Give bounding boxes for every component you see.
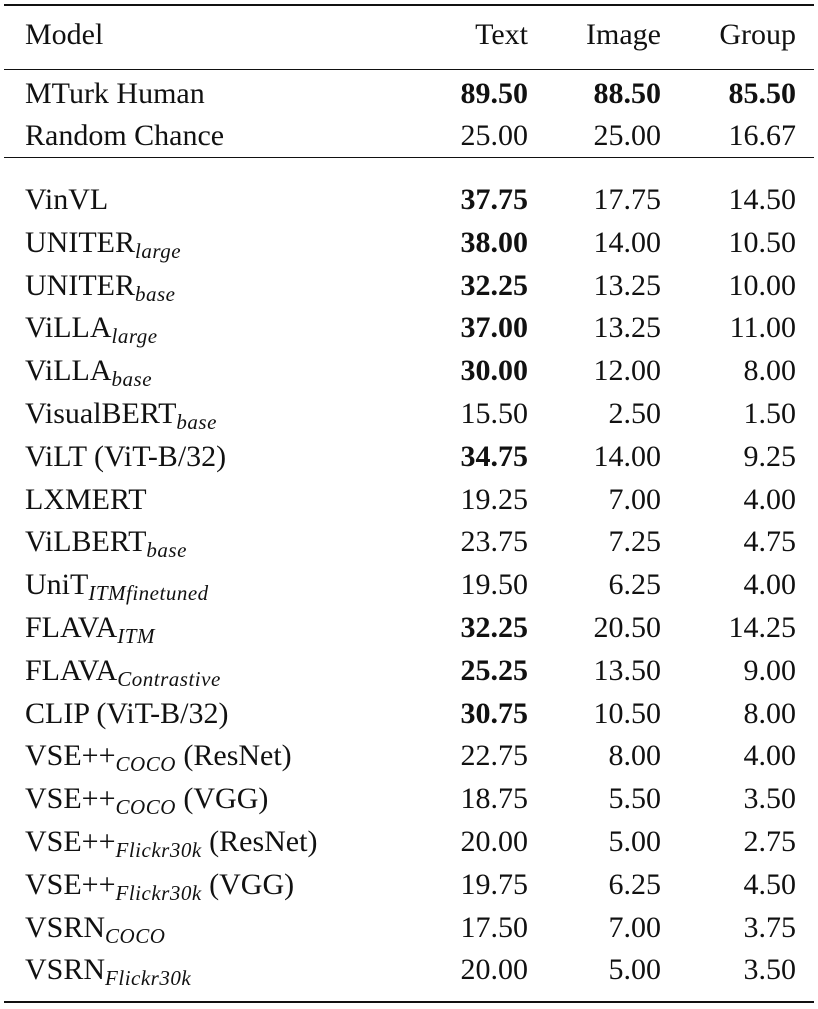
model-name: $VSE++_{COCO}$ (VGG)	[25, 782, 269, 820]
group-score: 16.67	[728, 119, 796, 152]
model-name: Random Chance	[25, 119, 225, 152]
text-score: 32.25	[460, 268, 528, 302]
group-score: 8.00	[743, 354, 796, 388]
text-score: 38.00	[460, 225, 528, 259]
text-score: 19.50	[460, 568, 528, 602]
table-row	[4, 521, 814, 563]
model-name: ViLT (ViT-B/32)	[25, 439, 227, 473]
text-score: 37.75	[460, 183, 528, 216]
model-name: ViLLA$_{base}$	[25, 354, 153, 392]
image-score: 6.25	[608, 568, 661, 602]
model-name: UniT$_{ITMfinetuned}$	[25, 568, 209, 606]
model-name: $VSRN_{Flickr30k}$	[25, 953, 192, 991]
text-score: 20.00	[460, 953, 528, 987]
group-score: 4.50	[743, 867, 796, 901]
image-score: 7.25	[608, 525, 661, 559]
table-row	[4, 735, 814, 777]
header-group: Group	[719, 18, 796, 51]
text-score: 22.75	[460, 739, 528, 773]
table-row	[4, 436, 814, 478]
group-score: 3.75	[743, 910, 796, 944]
model-name: $VSE++_{Flickr30k}$ (ResNet)	[25, 825, 318, 862]
table-row	[4, 864, 814, 906]
text-score: 25.25	[460, 653, 528, 687]
group-score: 14.25	[728, 611, 796, 644]
table-row	[4, 265, 814, 307]
text-score: 37.00	[460, 311, 528, 345]
model-name: $UNITER_{base}$	[25, 268, 176, 306]
model-name: $FLAVA_{ITM}$	[25, 611, 155, 648]
table-row	[4, 73, 814, 115]
group-score: 4.75	[743, 525, 796, 559]
text-score: 15.50	[460, 397, 528, 430]
text-score: 19.25	[460, 482, 528, 516]
model-name: MTurk Human	[25, 77, 205, 110]
group-score: 10.50	[728, 225, 796, 259]
table-row	[4, 607, 814, 649]
image-score: 5.00	[608, 825, 661, 858]
text-score: 17.50	[460, 910, 528, 944]
image-score: 20.50	[593, 611, 661, 644]
group-score: 3.50	[743, 782, 796, 816]
top-rule	[4, 4, 814, 6]
group-score: 2.75	[743, 825, 796, 858]
table-row	[4, 821, 814, 863]
image-score: 8.00	[608, 739, 661, 773]
image-score: 13.25	[593, 311, 661, 345]
group-score: 4.00	[743, 568, 796, 602]
group-score: 9.00	[743, 653, 796, 687]
model-name: $VSRN_{COCO}$	[25, 910, 166, 948]
text-score: 30.00	[460, 354, 528, 388]
model-name: $FLAVA_{Contrastive}$	[25, 653, 221, 691]
text-score: 30.75	[460, 696, 528, 730]
image-score: 2.50	[608, 397, 661, 430]
image-score: 13.50	[593, 653, 661, 687]
table-row	[4, 350, 814, 392]
text-score: 19.75	[460, 867, 528, 901]
group-score: 10.00	[728, 268, 796, 302]
header-rule	[4, 69, 814, 70]
table-row	[4, 907, 814, 949]
table-row	[4, 564, 814, 606]
table-row	[4, 479, 814, 521]
image-score: 17.75	[593, 183, 661, 216]
text-score: 89.50	[460, 77, 528, 110]
table-row	[4, 179, 814, 221]
baseline-rule	[4, 157, 814, 158]
group-score: 14.50	[728, 183, 796, 216]
model-name: LXMERT	[25, 482, 147, 516]
image-score: 13.25	[593, 268, 661, 302]
image-score: 7.00	[608, 910, 661, 944]
model-name: $VSE++_{COCO}$ (ResNet)	[25, 739, 292, 777]
image-score: 25.00	[593, 119, 661, 152]
table-row	[4, 949, 814, 991]
model-name: ViLBERT$_{base}$	[25, 525, 187, 563]
model-name: CLIP (ViT-B/32)	[25, 696, 229, 730]
group-score: 4.00	[743, 739, 796, 773]
model-name: $UNITER_{large}$	[25, 225, 182, 263]
group-score: 11.00	[729, 311, 796, 345]
bottom-rule	[4, 1001, 814, 1003]
group-score: 4.00	[743, 482, 796, 516]
group-score: 9.25	[743, 439, 796, 473]
group-score: 1.50	[743, 397, 796, 430]
text-score: 23.75	[460, 525, 528, 559]
model-name: ViLLA$_{large}$	[25, 311, 158, 349]
image-score: 5.50	[608, 782, 661, 816]
group-score: 8.00	[743, 696, 796, 730]
table-row	[4, 778, 814, 820]
header-model: Model	[25, 18, 104, 51]
header-text: Text	[475, 18, 528, 51]
header-row	[4, 14, 814, 56]
table-row	[4, 693, 814, 735]
image-score: 6.25	[608, 867, 661, 901]
image-score: 5.00	[608, 953, 661, 987]
image-score: 12.00	[593, 354, 661, 388]
text-score: 20.00	[460, 825, 528, 858]
model-name: $VSE++_{Flickr30k}$ (VGG)	[25, 867, 295, 905]
group-score: 85.50	[728, 77, 796, 110]
image-score: 88.50	[593, 77, 661, 110]
image-score: 14.00	[593, 439, 661, 473]
table-row	[4, 393, 814, 435]
text-score: 18.75	[460, 782, 528, 816]
table-row	[4, 115, 814, 157]
table-row	[4, 650, 814, 692]
model-name: VisualBERT$_{base}$	[25, 397, 217, 434]
image-score: 14.00	[593, 225, 661, 259]
image-score: 7.00	[608, 482, 661, 516]
table-row	[4, 307, 814, 349]
group-score: 3.50	[743, 953, 796, 987]
header-image: Image	[586, 18, 661, 51]
table-row	[4, 222, 814, 264]
text-score: 25.00	[460, 119, 528, 152]
text-score: 32.25	[460, 611, 528, 644]
model-name: VinVL	[25, 183, 109, 216]
text-score: 34.75	[460, 439, 528, 473]
image-score: 10.50	[593, 696, 661, 730]
